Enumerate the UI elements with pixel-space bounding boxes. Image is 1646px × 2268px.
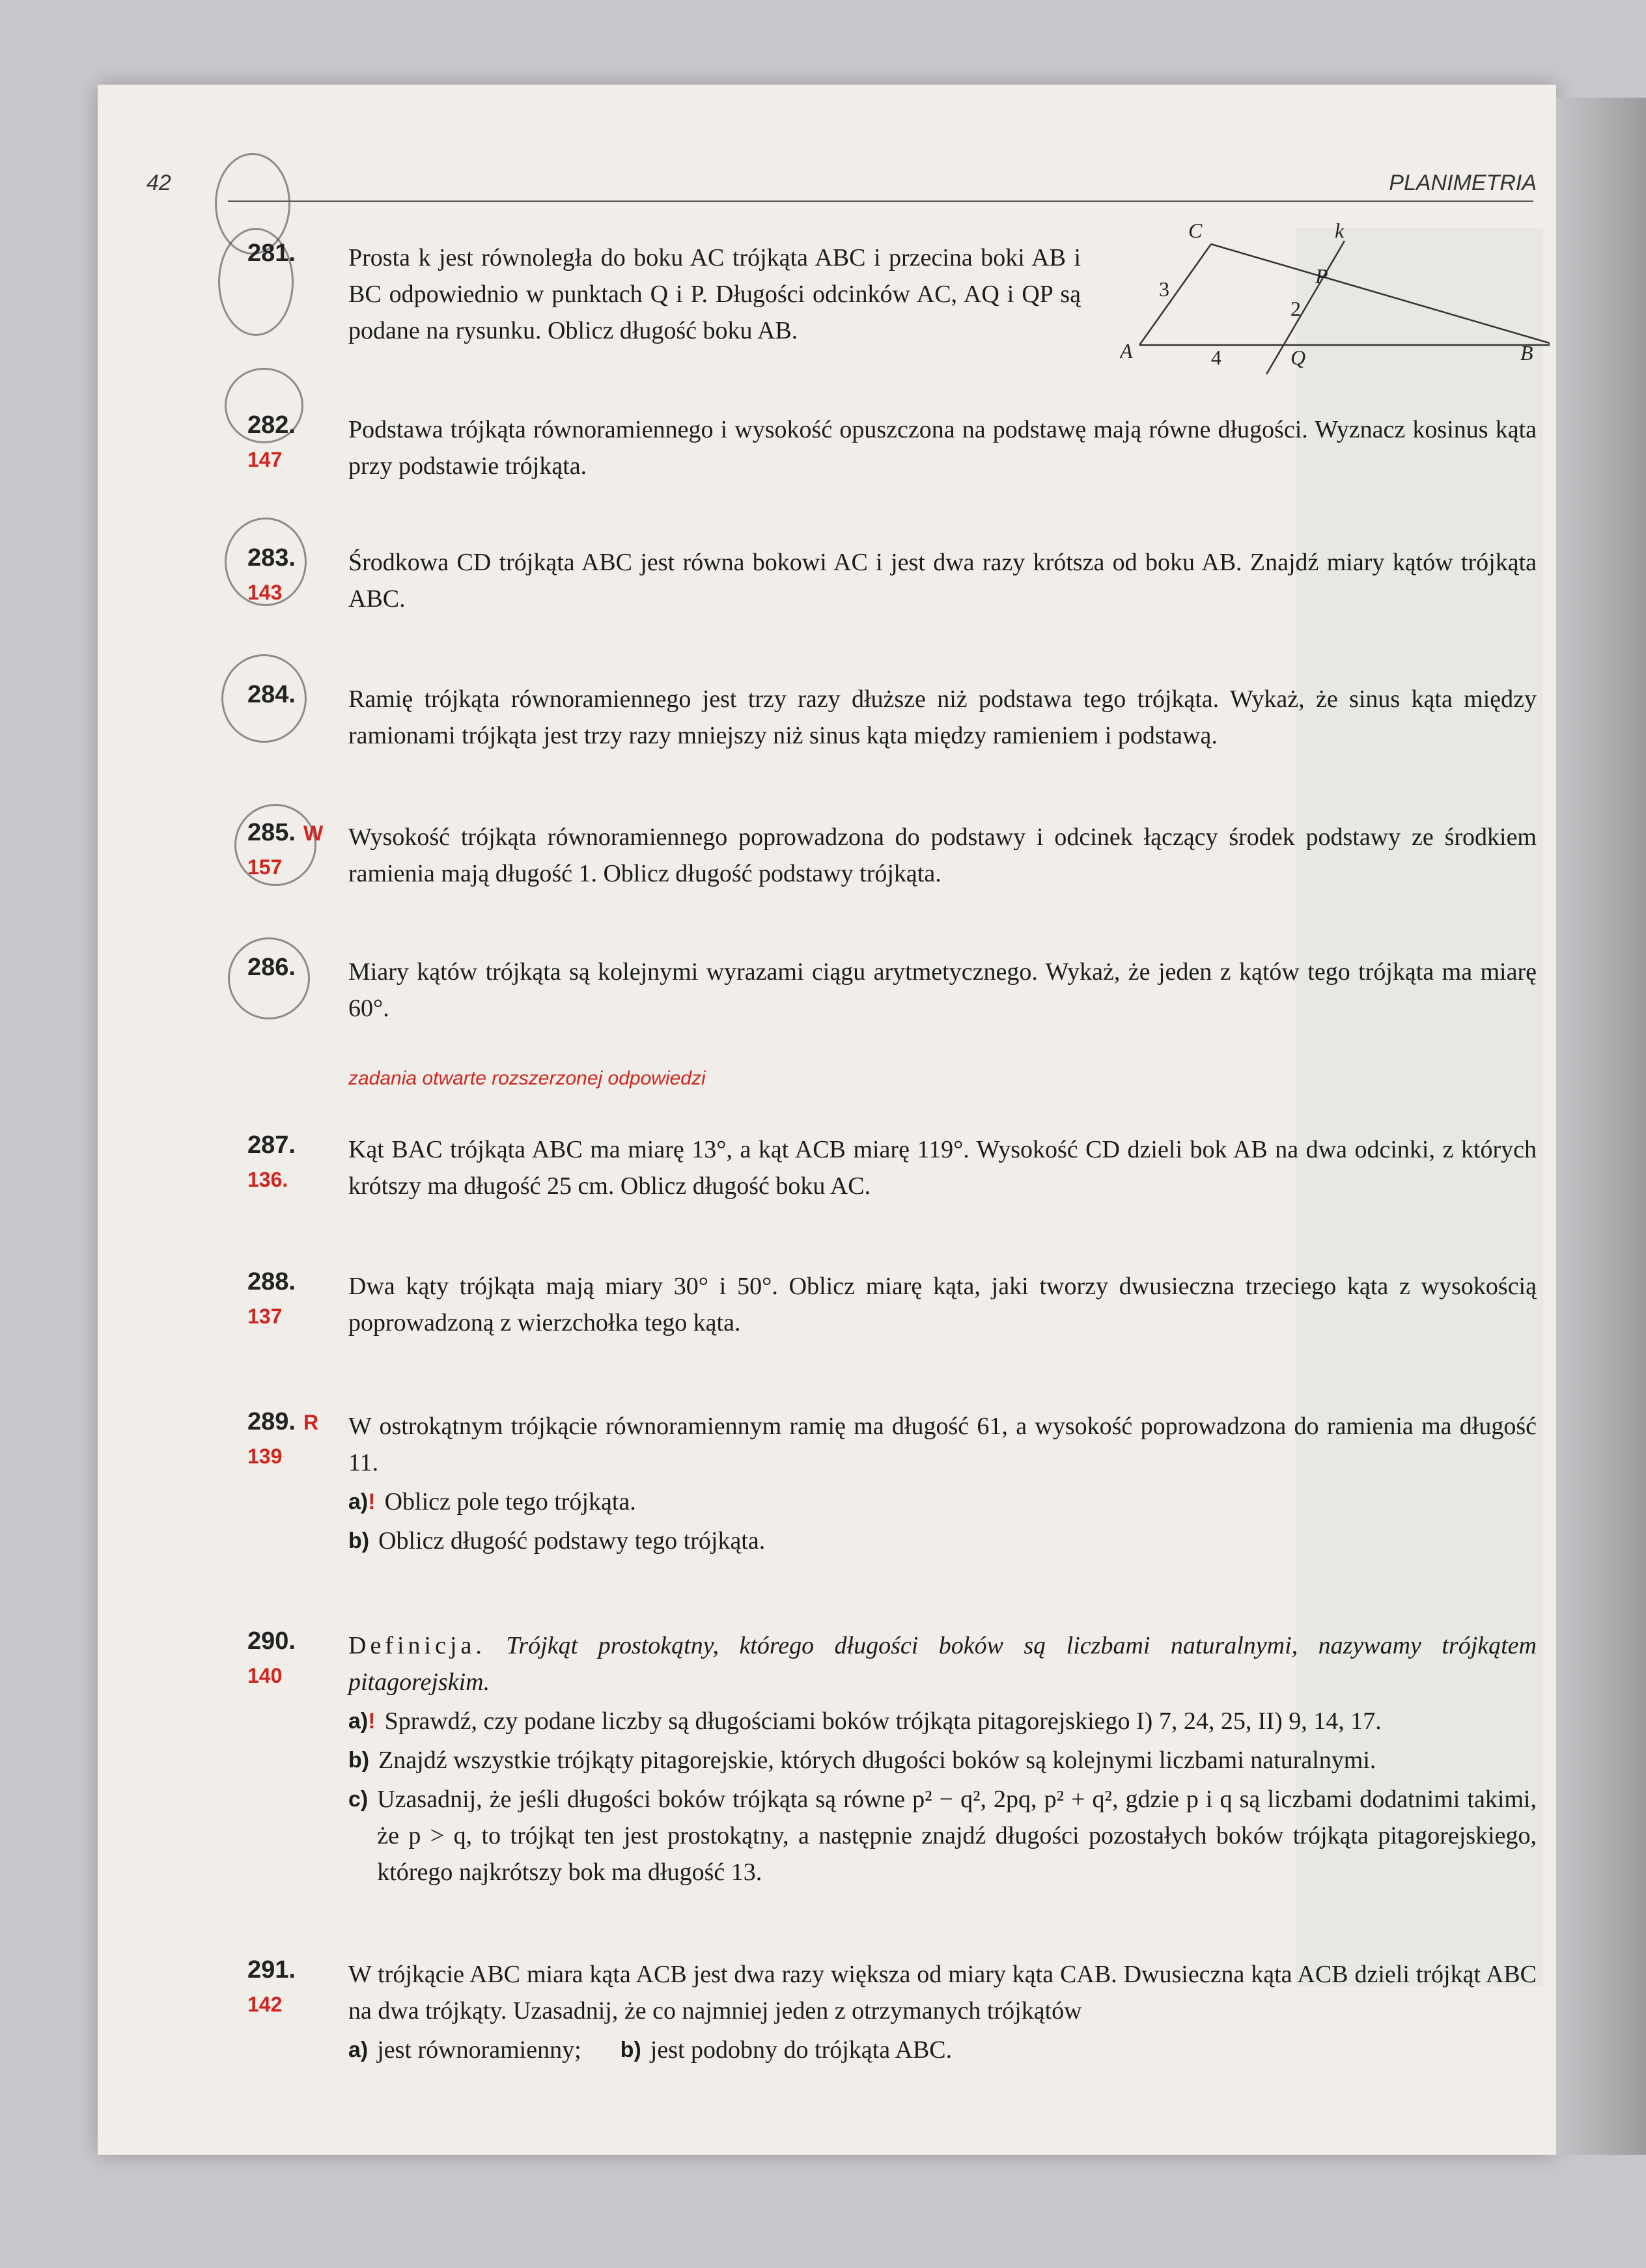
problem-text: Prosta k jest równoległa do boku AC trójkąta ABC i przecina boki AB i BC odpowiednio w punktach Q i P. Długości odcinków AC, AQ i QP są podane na rysunku. Oblicz długość boku AB. — [348, 244, 1081, 344]
sub-label: b) — [348, 1748, 370, 1773]
length-ac: 3 — [1159, 277, 1169, 301]
subquestion-c — [348, 1781, 1537, 1890]
answer-ref: 147 — [247, 448, 283, 471]
section-note: zadania otwarte rozszerzonej odpowiedzi — [348, 1068, 706, 1089]
sub-label: b) — [348, 1528, 370, 1553]
subquestion-b — [348, 1742, 1537, 1778]
label-k: k — [1335, 219, 1345, 242]
problem-number: 284. — [247, 681, 296, 708]
answer-ref: 142 — [247, 1993, 283, 2016]
problem-body — [348, 1627, 1537, 1890]
problem-number — [247, 819, 323, 847]
page-number: 42 — [146, 171, 171, 195]
problem-number: 291. — [247, 1956, 296, 1984]
number: 289. — [247, 1408, 296, 1435]
sub-label: b) — [620, 2038, 641, 2062]
page-edge — [1556, 98, 1646, 2155]
answer-ref: 137 — [247, 1305, 283, 1328]
problem-body — [348, 1408, 1537, 1559]
sub-text: Oblicz pole tego trójkąta. — [384, 1488, 636, 1515]
answer-ref: 139 — [247, 1445, 283, 1468]
answer-ref: 157 — [247, 855, 283, 879]
problem-text: Podstawa trójkąta równoramiennego i wysokość opuszczona na podstawę mają równe długości. Wyznacz kosinus kąta przy podstawie trójkąta. — [348, 416, 1537, 480]
difficulty-mark: R — [303, 1411, 319, 1434]
section-title: PLANIMETRIA — [1389, 171, 1537, 195]
definition — [348, 1627, 1537, 1700]
sub-text: jest podobny do trójkąta ABC. — [650, 2036, 953, 2064]
label-c: C — [1188, 219, 1203, 242]
problem-number: 287. — [247, 1131, 296, 1159]
length-qp: 2 — [1290, 297, 1301, 320]
label-a: A — [1120, 339, 1133, 363]
problem-text: Wysokość trójkąta równoramiennego poprowadzona do podstawy i odcinek łączący środek podstawy ze środkiem ramienia mają długość 1. Oblicz długość podstawy trójkąta. — [348, 823, 1537, 887]
sub-text: Sprawdź, czy podane liczby są długościami boków trójkąta pitagorejskiego I) 7, 24, 25, II) 9, 14, 17. — [384, 1708, 1382, 1735]
problem-text: W trójkącie ABC miara kąta ACB jest dwa razy większa od miary kąta CAB. Dwusieczna kąta ACB dzieli trójkąt ABC na dwa trójkąty. Uzasadnij, że co najmniej jeden z otrzymanych trójkątów — [348, 1961, 1537, 2025]
sub-text: Znajdź wszystkie trójkąty pitagorejskie, których długości boków są kolejnymi liczbami naturalnymi. — [378, 1747, 1376, 1774]
answer-ref: 136. — [247, 1168, 288, 1191]
definition-text: Trójkąt prostokątny, którego długości boków są liczbami naturalnymi, nazywamy trójkątem pitagorejskim. — [348, 1632, 1537, 1696]
problem-number: 288. — [247, 1268, 296, 1295]
side-ac — [1139, 244, 1211, 345]
sub-label: a)! — [348, 1709, 376, 1734]
sub-text: jest równoramienny; — [377, 2036, 581, 2064]
problem-number: 282. — [247, 411, 296, 439]
problem-number: 281. — [247, 240, 296, 267]
problem-text: Kąt BAC trójkąta ABC ma miarę 13°, a kąt ACB miarę 119°. Wysokość CD dzieli bok AB na dwa odcinki, z których krótszy ma długość 25 cm. Oblicz długość boku AC. — [348, 1136, 1537, 1200]
problem-number: 286. — [247, 954, 296, 981]
problem-body — [348, 1956, 1537, 2068]
answer-ref: 140 — [247, 1664, 283, 1687]
problem-number: 290. — [247, 1627, 296, 1655]
sub-label: a) — [348, 2038, 369, 2062]
subquestion-a — [348, 1484, 1537, 1520]
problem-text: Środkowa CD trójkąta ABC jest równa bokowi AC i jest dwa razy krótsza od boku AB. Znajdź miary kątów trójkąta ABC. — [348, 549, 1537, 613]
triangle-figure — [1120, 212, 1550, 374]
problem-number — [247, 1408, 318, 1436]
number: 285. — [247, 819, 296, 846]
length-aq: 4 — [1211, 346, 1221, 369]
sub-text: Uzasadnij, że jeśli długości boków trójkąta są równe p² − q², 2pq, p² + q², gdzie p i q są liczbami dodatnimi takimi, że p > q, to trójkąt ten jest prostokątny, a następnie znajdź długości pozostałych boków trójkąta pitagorejskiego, którego najkrótszy bok ma długość 13. — [377, 1786, 1537, 1886]
label-p: P — [1315, 264, 1328, 288]
header-rule — [228, 201, 1533, 202]
problem-text: W ostrokątnym trójkącie równoramiennym ramię ma długość 61, a wysokość poprowadzona do ramienia ma długość 11. — [348, 1413, 1537, 1476]
label-q: Q — [1290, 346, 1306, 369]
problem-text: Miary kątów trójkąta są kolejnymi wyrazami ciągu arytmetycznego. Wykaż, że jeden z kątów tego trójkąta ma miarę 60°. — [348, 958, 1537, 1022]
problem-number: 283. — [247, 544, 296, 572]
definition-lead: Definicja. — [348, 1632, 486, 1659]
sub-text: Oblicz długość podstawy tego trójkąta. — [378, 1527, 766, 1555]
label-b: B — [1520, 341, 1533, 365]
sub-label: c) — [348, 1787, 369, 1812]
subquestion-a — [348, 1703, 1537, 1739]
subquestions-inline — [348, 2032, 1537, 2068]
problem-text: Dwa kąty trójkąta mają miary 30° i 50°. Oblicz miarę kąta, jaki tworzy dwusieczna trzeciego kąta z wysokością poprowadzoną z wierzchołka tego kąta. — [348, 1273, 1537, 1336]
answer-ref: 143 — [247, 581, 283, 604]
subquestion-b — [348, 1523, 1537, 1559]
side-cb — [1211, 244, 1550, 345]
problem-text: Ramię trójkąta równoramiennego jest trzy razy dłuższe niż podstawa tego trójkąta. Wykaż, że sinus kąta między ramionami trójkąta jest trzy razy mniejszy niż sinus kąta między ramieniem i podstawą. — [348, 685, 1537, 749]
difficulty-mark: W — [303, 822, 324, 845]
sub-label: a)! — [348, 1489, 376, 1514]
